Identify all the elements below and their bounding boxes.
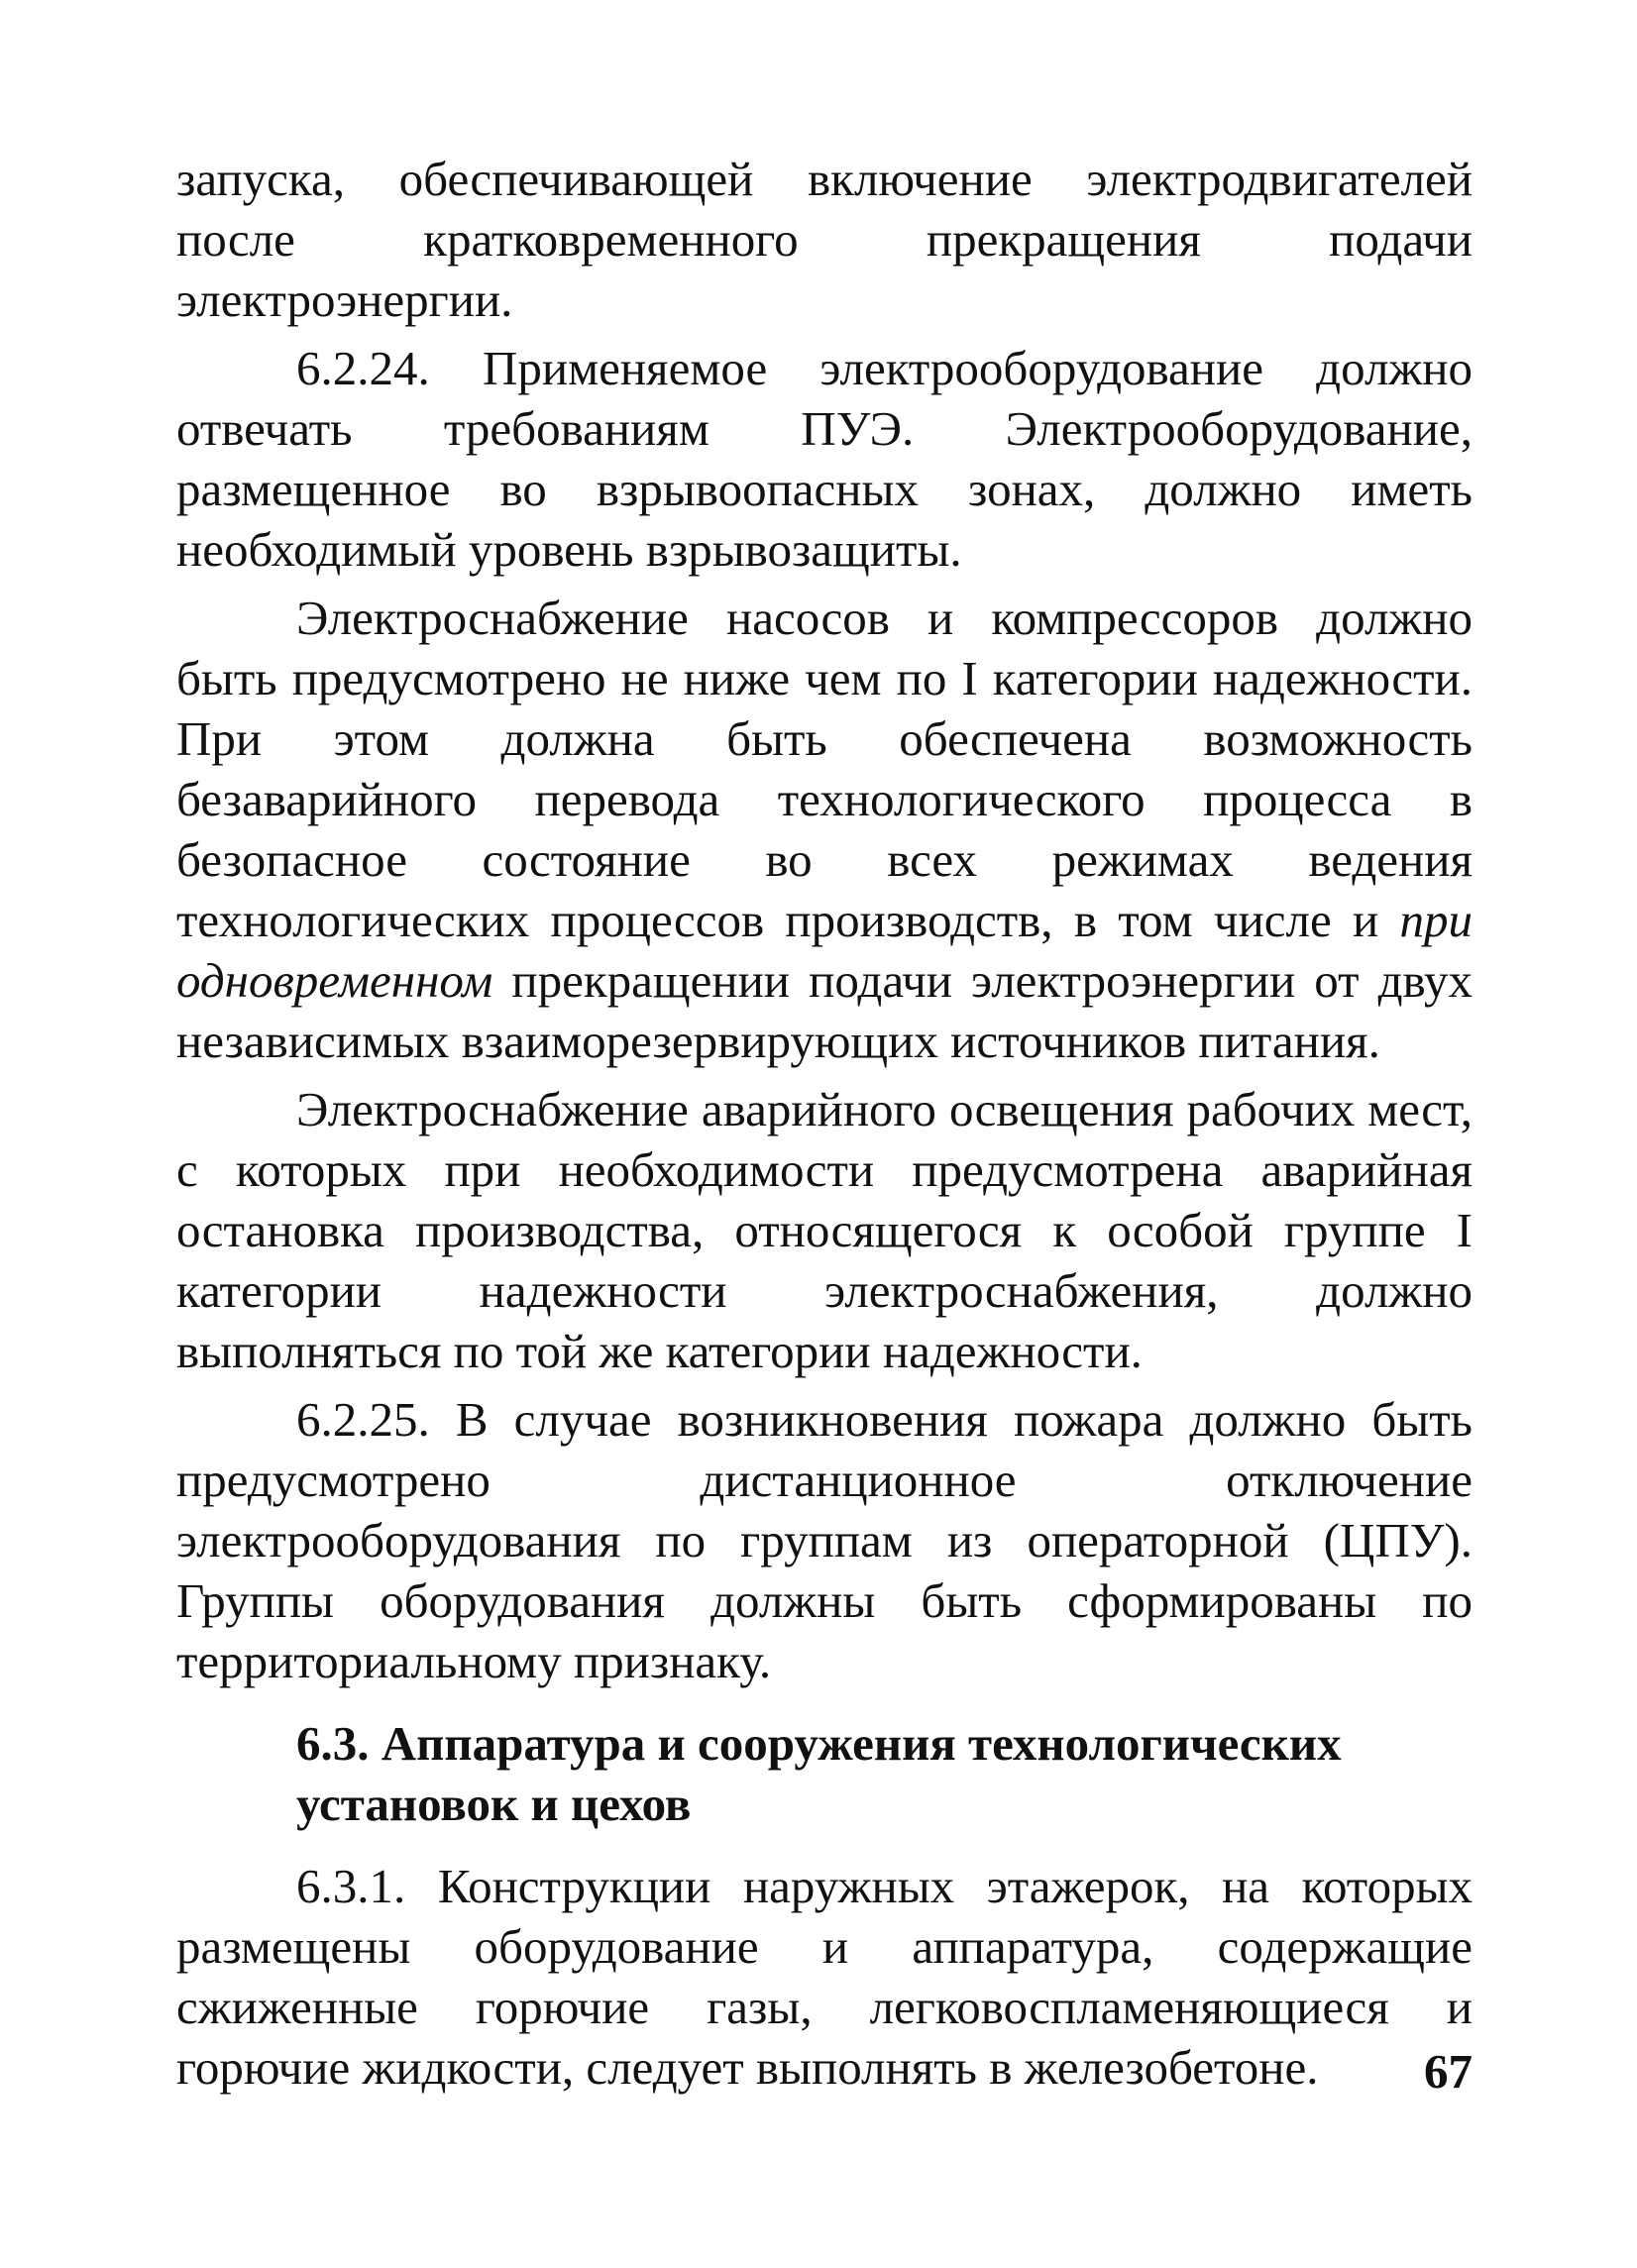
italic-phrase: при одновременном [176, 893, 1473, 1008]
paragraph-pump-power-supply-start: Электроснабжение насосов и компрессоров должно быть предусмотрено не ниже чем по I категории надежности. При этом должна быть обеспечена возможность безаварийного перевода технологического процесса в безопасное состояние во всех режимах ведения технологических процессов производств, в том числе и [176, 591, 1473, 947]
page-number: 67 [1424, 2044, 1473, 2099]
paragraph-continuation: запуска, обеспечивающей включение электродвигателей после кратковременного прекращения подачи электроэнергии. [176, 152, 1473, 327]
paragraph-emergency-lighting: Электроснабжение аварийного освещения рабочих мест, с которых при необходимости предусмотрена аварийная остановка производства, относящегося к особой группе I категории надежности электроснабжения, должно выполняться по той же категории надежности. [176, 1082, 1473, 1378]
section-heading-6-3: 6.3. Аппаратура и сооружения технологических установок и цехов [296, 1716, 1342, 1831]
paragraph-pump-power-supply [176, 588, 1473, 1071]
body-text [176, 149, 1473, 2098]
paragraph-6-2-25: 6.2.25. В случае возникновения пожара должно быть предусмотрено дистанционное отключение электрооборудования по группам из операторной (ЦПУ). Группы оборудования должны быть сформированы по территориальному признаку. [176, 1392, 1473, 1688]
paragraph-6-2-24: 6.2.24. Применяемое электрооборудование должно отвечать требованиям ПУЭ. Электрооборудование, размещенное во взрывоопасных зонах, должно иметь необходимый уровень взрывозащиты. [176, 341, 1473, 577]
paragraph-6-3-1: 6.3.1. Конструкции наружных этажерок, на которых размещены оборудование и аппаратура, содержащие сжиженные горючие газы, легковоспламеняющиеся и горючие жидкости, следует выполнять в железобетоне. [176, 1859, 1473, 2095]
paragraph-pump-power-supply-end: прекращении подачи электроэнергии от двух независимых взаиморезервирующих источников питания. [176, 953, 1473, 1068]
